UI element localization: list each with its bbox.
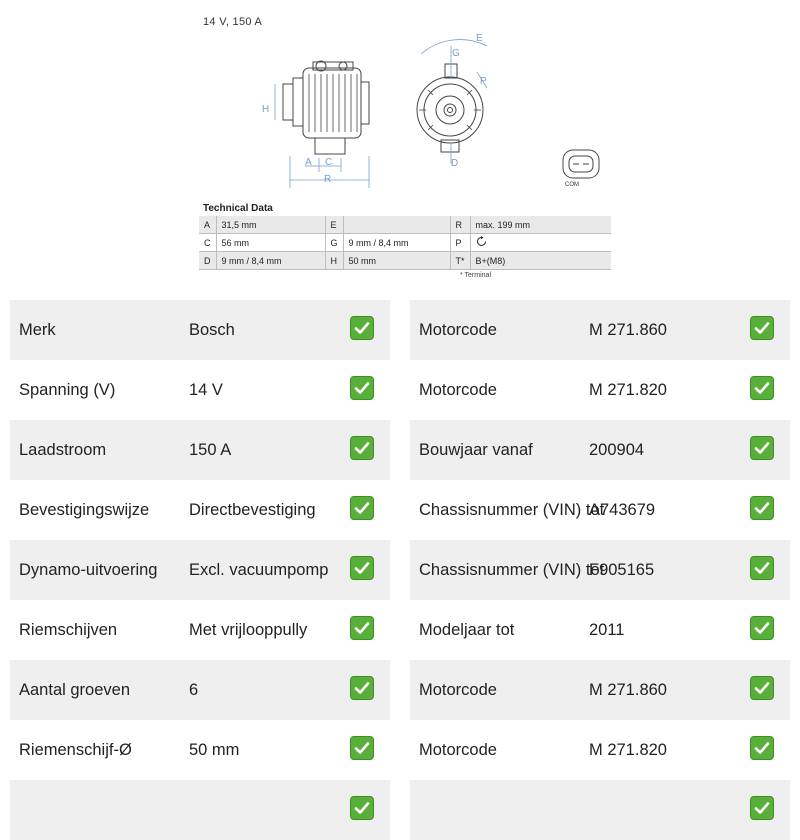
spec-label: Aantal groeven	[19, 681, 130, 699]
spec-row	[10, 540, 390, 600]
check-icon	[750, 436, 774, 460]
spec-value: F905165	[589, 561, 655, 579]
dim-key: H	[325, 252, 343, 270]
check-icon	[350, 736, 374, 760]
alternator-drawing	[195, 8, 615, 288]
spec-value: 14 V	[189, 381, 223, 399]
technical-data-title: Technical Data	[203, 203, 273, 214]
spec-row	[10, 480, 390, 540]
terminal-note: * Terminal	[460, 272, 491, 279]
spec-line: 14 V, 150 A	[203, 16, 263, 28]
check-icon	[350, 376, 374, 400]
check-icon	[350, 676, 374, 700]
technical-row	[199, 234, 611, 252]
spec-row	[410, 780, 790, 840]
spec-label: Chassisnummer (VIN) tot	[419, 501, 605, 519]
spec-label: Merk	[19, 321, 56, 339]
dim-label-c: C	[325, 157, 333, 168]
spec-row	[410, 600, 790, 660]
spec-label: Riemenschijf-Ø	[19, 741, 132, 759]
spec-row	[410, 360, 790, 420]
alternator-diagram	[195, 32, 615, 202]
check-icon	[350, 616, 374, 640]
dim-value: 31,5 mm	[216, 216, 325, 234]
check-icon	[750, 316, 774, 340]
check-icon	[350, 496, 374, 520]
spec-label: Motorcode	[419, 681, 497, 699]
spec-label: Bevestigingswijze	[19, 501, 150, 519]
spec-label: Dynamo-uitvoering	[19, 561, 158, 579]
dim-key: P	[450, 234, 470, 252]
dim-key: A	[199, 216, 216, 234]
check-icon	[750, 376, 774, 400]
connector-label: COM	[565, 182, 579, 188]
technical-row	[199, 216, 611, 234]
rotation-value	[470, 234, 611, 252]
spec-row	[410, 720, 790, 780]
dim-label-g: G	[452, 48, 460, 59]
spec-label: Bouwjaar vanaf	[419, 441, 533, 459]
spec-value: M 271.820	[589, 741, 667, 759]
dim-key: G	[325, 234, 343, 252]
spec-value: M 271.860	[589, 681, 667, 699]
spec-row	[410, 480, 790, 540]
spec-value: Met vrijlooppully	[189, 621, 308, 639]
spec-label: Modeljaar tot	[419, 621, 515, 639]
dim-label-r: R	[324, 174, 332, 185]
spec-value: 2011	[589, 621, 625, 639]
dim-key: T*	[450, 252, 470, 270]
technical-data-table	[199, 216, 611, 270]
spec-label: Motorcode	[419, 381, 497, 399]
spec-label: Spanning (V)	[19, 381, 116, 399]
spec-row	[10, 300, 390, 360]
spec-row	[10, 600, 390, 660]
spec-label: Motorcode	[419, 321, 497, 339]
spec-label: Chassisnummer (VIN) tot	[419, 561, 605, 579]
dim-value: 9 mm / 8,4 mm	[216, 252, 325, 270]
dim-label-p: P	[480, 76, 487, 87]
check-icon	[750, 556, 774, 580]
technical-row	[199, 252, 611, 270]
dim-label-d: D	[451, 158, 459, 169]
spec-list-right	[410, 300, 790, 840]
check-icon	[750, 676, 774, 700]
spec-row	[10, 720, 390, 780]
dim-value: 50 mm	[343, 252, 450, 270]
spec-row	[10, 660, 390, 720]
spec-label: Laadstroom	[19, 441, 107, 459]
dim-label-h: H	[262, 104, 270, 115]
spec-value: 6	[189, 681, 199, 699]
spec-value: 200904	[589, 441, 645, 459]
spec-value: 150 A	[189, 441, 232, 459]
spec-label: Motorcode	[419, 741, 497, 759]
spec-value: M 271.820	[589, 381, 667, 399]
spec-row	[10, 360, 390, 420]
dim-value: B+(M8)	[470, 252, 611, 270]
spec-list-left	[10, 300, 390, 840]
check-icon	[750, 496, 774, 520]
dim-label-a: A	[305, 157, 312, 168]
spec-value: Excl. vacuumpomp	[189, 561, 329, 579]
check-icon	[350, 316, 374, 340]
spec-value: Bosch	[189, 321, 235, 339]
spec-row	[410, 300, 790, 360]
check-icon	[350, 436, 374, 460]
check-icon	[350, 556, 374, 580]
spec-value: M 271.860	[589, 321, 667, 339]
spec-value: 50 mm	[189, 741, 240, 759]
dim-value: 9 mm / 8,4 mm	[343, 234, 450, 252]
rotation-arrow-icon	[476, 236, 488, 247]
dim-key: C	[199, 234, 216, 252]
dim-label-e: E	[476, 33, 483, 44]
spec-value: Directbevestiging	[189, 501, 316, 519]
dim-value: 56 mm	[216, 234, 325, 252]
dim-value: max. 199 mm	[470, 216, 611, 234]
dim-key: E	[325, 216, 343, 234]
spec-value: A743679	[589, 501, 656, 519]
spec-row	[410, 540, 790, 600]
dim-value	[343, 216, 450, 234]
check-icon	[750, 616, 774, 640]
check-icon	[750, 736, 774, 760]
spec-row	[10, 780, 390, 840]
dim-key: R	[450, 216, 470, 234]
dim-key: D	[199, 252, 216, 270]
spec-row	[410, 660, 790, 720]
spec-row	[410, 420, 790, 480]
spec-row	[10, 420, 390, 480]
spec-label: Riemschijven	[19, 621, 118, 639]
